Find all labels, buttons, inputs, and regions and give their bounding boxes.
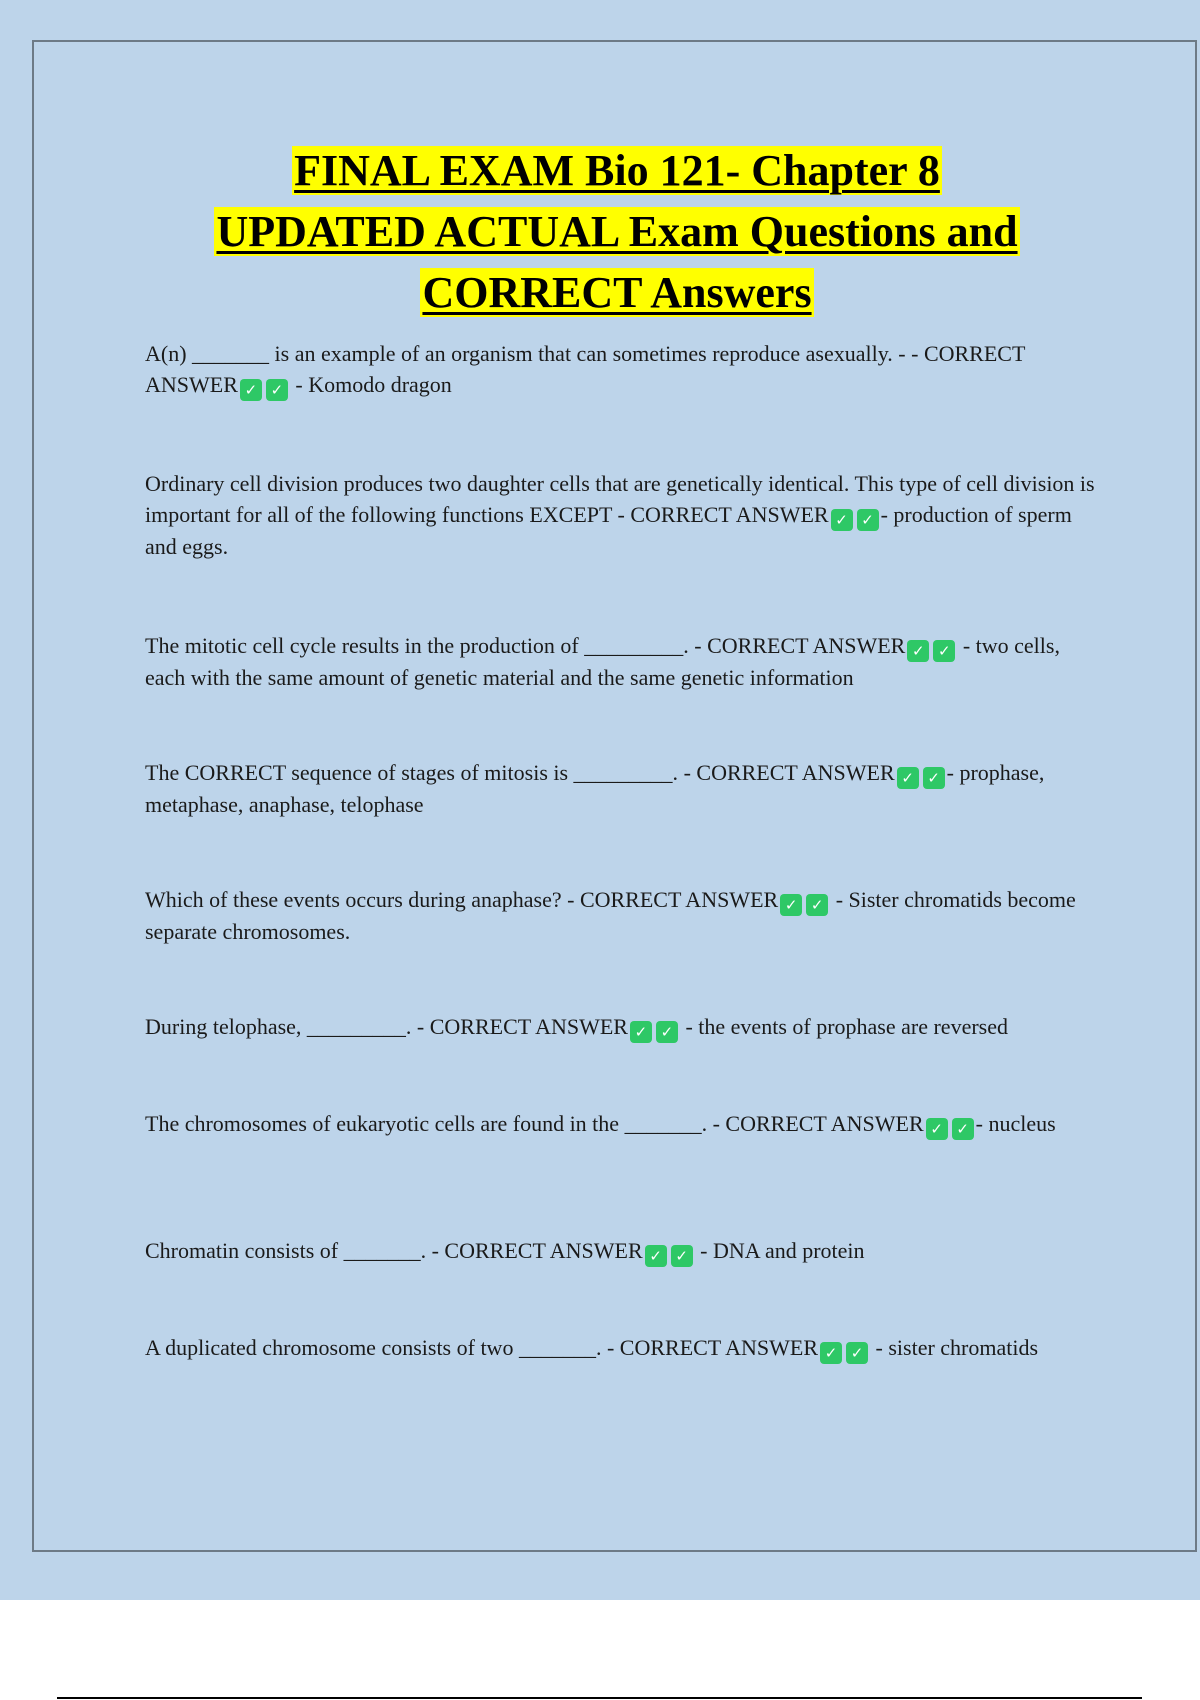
check-mark-icon: ✓	[923, 767, 945, 789]
answer-marker: - CORRECT ANSWER	[416, 1014, 628, 1039]
qa-item	[145, 468, 1100, 562]
check-mark-icon: ✓	[933, 640, 955, 662]
answer-marker: - CORRECT ANSWER	[683, 760, 895, 785]
answer-marker: - CORRECT ANSWER	[606, 1335, 819, 1360]
answer-text: - two cells, each with the same amount of genetic material and the same genetic information	[145, 633, 1060, 690]
answer-marker: - CORRECT ANSWER	[567, 887, 779, 912]
qa-item	[145, 1011, 1100, 1043]
question-text: The chromosomes of eukaryotic cells are found in the _______.	[145, 1111, 708, 1136]
check-mark-icon: ✓	[897, 767, 919, 789]
check-mark-icon: ✓	[656, 1021, 678, 1043]
answer-text: - Sister chromatids become separate chromosomes.	[145, 887, 1076, 944]
qa-item	[145, 884, 1100, 947]
check-mark-icon: ✓	[820, 1342, 842, 1364]
question-text: Which of these events occurs during anaphase?	[145, 887, 562, 912]
answer-marker: - CORRECT ANSWER	[694, 633, 906, 658]
title-line-2: UPDATED ACTUAL Exam Questions and	[216, 207, 1018, 256]
question-text: Ordinary cell division produces two daughter cells that are genetically identical. This type of cell division is important for all of the following functions EXCEPT	[145, 471, 1095, 527]
check-mark-icon: ✓	[266, 379, 288, 401]
question-text: The CORRECT sequence of stages of mitosis is _________.	[145, 760, 679, 785]
question-text: Chromatin consists of _______.	[145, 1238, 427, 1263]
qa-item	[145, 1332, 1100, 1364]
check-mark-icon: ✓	[907, 640, 929, 662]
answer-marker: - CORRECT ANSWER	[145, 341, 1026, 397]
answer-text: - prophase, metaphase, anaphase, telophase	[145, 760, 1045, 817]
answer-marker: - CORRECT ANSWER	[712, 1111, 924, 1136]
check-mark-icon: ✓	[630, 1021, 652, 1043]
answer-text: - nucleus	[975, 1111, 1056, 1136]
check-mark-icon: ✓	[671, 1245, 693, 1267]
question-text: During telophase, _________.	[145, 1014, 412, 1039]
check-mark-icon: ✓	[846, 1342, 868, 1364]
question-text: The mitotic cell cycle results in the production of _________.	[145, 633, 689, 658]
check-mark-icon: ✓	[806, 894, 828, 916]
answer-text: - sister chromatids	[875, 1335, 1039, 1360]
title-line-1: FINAL EXAM Bio 121- Chapter 8	[294, 146, 940, 195]
check-mark-icon: ✓	[831, 509, 853, 531]
check-mark-icon: ✓	[645, 1245, 667, 1267]
question-text: A duplicated chromosome consists of two _______.	[145, 1335, 602, 1360]
check-mark-icon: ✓	[780, 894, 802, 916]
qa-item	[145, 630, 1100, 693]
answer-text: - the events of prophase are reversed	[685, 1014, 1008, 1039]
check-mark-icon: ✓	[926, 1118, 948, 1140]
title-line-3: CORRECT Answers	[422, 268, 812, 317]
check-mark-icon: ✓	[857, 509, 879, 531]
answer-text: - Komodo dragon	[295, 372, 452, 397]
qa-item	[145, 1235, 1100, 1267]
question-text: A(n) _______ is an example of an organism that can sometimes reproduce asexually. -	[145, 341, 906, 366]
check-mark-icon: ✓	[952, 1118, 974, 1140]
qa-item	[145, 1108, 1100, 1140]
qa-item	[145, 338, 1100, 401]
qa-item	[145, 757, 1100, 820]
document-title	[32, 140, 1200, 323]
answer-text: - DNA and protein	[700, 1238, 865, 1263]
answer-marker: - CORRECT ANSWER	[617, 502, 829, 527]
answer-marker: - CORRECT ANSWER	[431, 1238, 643, 1263]
footer-divider	[57, 1697, 1142, 1699]
answer-text: - production of sperm and eggs.	[145, 502, 1072, 559]
check-mark-icon: ✓	[240, 379, 262, 401]
